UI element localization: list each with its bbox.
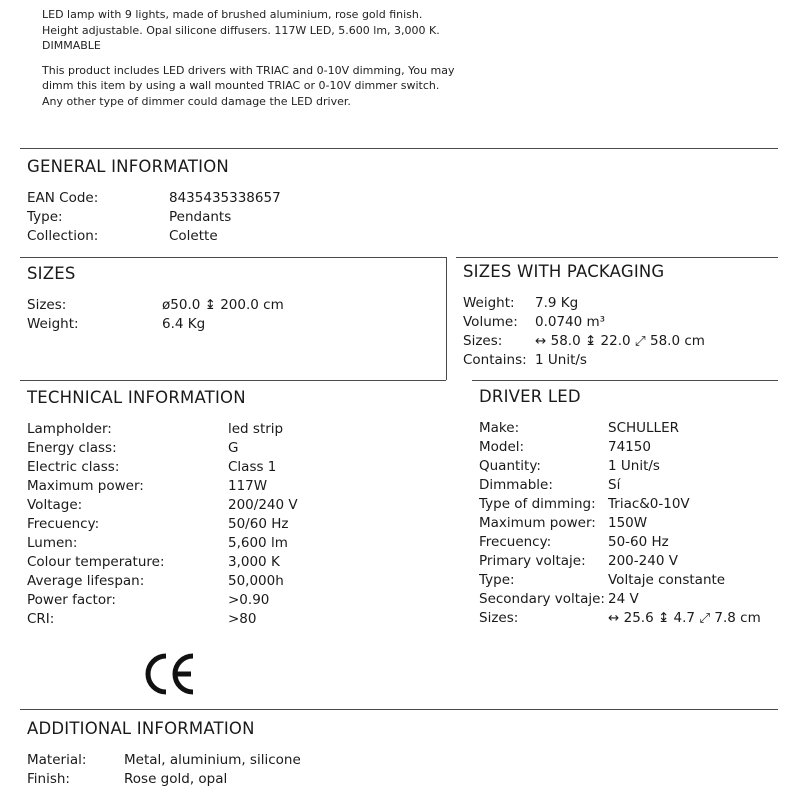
packaging-list (463, 294, 705, 370)
sizes-value: ø50.0 ↨ 200.0 cm (162, 297, 284, 313)
packaging-weight-value: 7.9 Kg (535, 295, 579, 311)
tech-label: Colour temperature: (27, 554, 165, 570)
sizes-label: Sizes: (27, 297, 67, 313)
tech-label: CRI: (27, 611, 55, 627)
collection-value: Colette (169, 228, 218, 244)
driver-value: 74150 (608, 439, 651, 455)
driver-row (479, 533, 761, 552)
driver-value: 50-60 Hz (608, 534, 669, 550)
ean-code-value: 8435435338657 (169, 190, 281, 206)
description-paragraph-1: LED lamp with 9 lights, made of brushed aluminium, rose gold finish. Height adjustable. Opal silicone diffusers. 117W LED, 5.600 lm, 3,000 K. DIMMABLE (42, 8, 440, 52)
packaging-volume-label: Volume: (463, 314, 518, 330)
tech-value: 3,000 K (228, 554, 280, 570)
tech-row (27, 591, 298, 610)
weight-value: 6.4 Kg (162, 316, 206, 332)
general-row-type (27, 208, 281, 227)
driver-value: ↔ 25.6 ↨ 4.7 ⤢ 7.8 cm (608, 610, 761, 626)
material-value: Metal, aluminium, silicone (124, 752, 301, 768)
driver-row (479, 438, 761, 457)
driver-row (479, 609, 761, 628)
spacer (472, 380, 473, 420)
divider (20, 257, 446, 258)
packaging-row-volume (463, 313, 705, 332)
driver-row (479, 476, 761, 495)
collection-label: Collection: (27, 228, 99, 244)
tech-value: Class 1 (228, 459, 277, 475)
general-row-ean (27, 189, 281, 208)
sizes-list (27, 296, 284, 334)
driver-label: Maximum power: (479, 515, 596, 531)
tech-value: 117W (228, 478, 268, 494)
driver-label: Secondary voltaje: (479, 591, 605, 607)
packaging-volume-value: 0.0740 m³ (535, 314, 606, 330)
driver-led-list (479, 419, 761, 628)
driver-row (479, 457, 761, 476)
finish-label: Finish: (27, 771, 70, 787)
ean-code-label: EAN Code: (27, 190, 99, 206)
ce-mark-icon (142, 652, 198, 696)
tech-value: led strip (228, 421, 284, 437)
sizes-heading: SIZES (27, 264, 76, 283)
finish-value: Rose gold, opal (124, 771, 228, 787)
driver-label: Model: (479, 439, 525, 455)
driver-value: SCHULLER (608, 420, 679, 436)
tech-label: Power factor: (27, 592, 116, 608)
sizes-row-weight (27, 315, 284, 334)
type-label: Type: (27, 209, 63, 225)
tech-label: Voltage: (27, 497, 83, 513)
driver-value: Triac&0-10V (608, 496, 690, 512)
tech-row (27, 534, 298, 553)
driver-value: Sí (608, 477, 621, 493)
type-value: Pendants (169, 209, 232, 225)
description-paragraph-2: This product includes LED drivers with TRIAC and 0-10V dimming, You may dimm this item by using a wall mounted TRIAC or 0-10V dimmer switch. Any other type of dimmer could damage the LED driver. (42, 63, 455, 108)
tech-label: Frecuency: (27, 516, 100, 532)
driver-value: 150W (608, 515, 648, 531)
driver-row (479, 514, 761, 533)
packaging-contains-value: 1 Unit/s (535, 352, 587, 368)
divider (472, 380, 778, 381)
driver-value: Voltaje constante (608, 572, 726, 588)
tech-row (27, 572, 298, 591)
tech-row (27, 439, 298, 458)
packaging-contains-label: Contains: (463, 352, 527, 368)
tech-value: 5,600 lm (228, 535, 288, 551)
sizes-with-packaging-heading: SIZES WITH PACKAGING (463, 262, 665, 281)
driver-row (479, 552, 761, 571)
packaging-row-contains (463, 351, 705, 370)
driver-label: Frecuency: (479, 534, 552, 550)
technical-information-heading: TECHNICAL INFORMATION (27, 388, 246, 407)
additional-row-material (27, 751, 301, 770)
additional-information-list (27, 751, 301, 789)
tech-row (27, 496, 298, 515)
tech-value: G (228, 440, 239, 456)
tech-label: Electric class: (27, 459, 120, 475)
tech-value: >0.90 (228, 592, 270, 608)
driver-label: Make: (479, 420, 520, 436)
tech-row (27, 477, 298, 496)
additional-row-finish (27, 770, 301, 789)
driver-led-heading: DRIVER LED (479, 387, 581, 406)
driver-label: Type of dimming: (479, 496, 596, 512)
tech-row (27, 553, 298, 572)
tech-value: 50,000h (228, 573, 284, 589)
packaging-row-sizes (463, 332, 705, 351)
tech-row (27, 458, 298, 477)
technical-information-list (27, 420, 298, 629)
driver-row (479, 590, 761, 609)
tech-value: 50/60 Hz (228, 516, 289, 532)
weight-label: Weight: (27, 316, 79, 332)
product-description (42, 7, 462, 109)
tech-value: 200/240 V (228, 497, 298, 513)
tech-row (27, 420, 298, 439)
packaging-weight-label: Weight: (463, 295, 515, 311)
driver-label: Sizes: (479, 610, 519, 626)
divider (456, 257, 778, 258)
tech-label: Maximum power: (27, 478, 144, 494)
additional-information-heading: ADDITIONAL INFORMATION (27, 719, 255, 738)
tech-label: Energy class: (27, 440, 117, 456)
tech-row (27, 515, 298, 534)
divider (20, 709, 778, 710)
general-information-list (27, 189, 281, 246)
driver-label: Primary voltaje: (479, 553, 586, 569)
packaging-sizes-value: ↔ 58.0 ↨ 22.0 ⤢ 58.0 cm (535, 333, 705, 349)
packaging-row-weight (463, 294, 705, 313)
driver-value: 200-240 V (608, 553, 678, 569)
tech-label: Lampholder: (27, 421, 112, 437)
material-label: Material: (27, 752, 87, 768)
divider (20, 148, 778, 149)
driver-row (479, 495, 761, 514)
sizes-row-sizes (27, 296, 284, 315)
divider (20, 380, 446, 381)
tech-label: Average lifespan: (27, 573, 145, 589)
driver-label: Quantity: (479, 458, 541, 474)
general-information-heading: GENERAL INFORMATION (27, 157, 229, 176)
driver-label: Type: (479, 572, 515, 588)
driver-row (479, 419, 761, 438)
tech-value: >80 (228, 611, 257, 627)
driver-value: 1 Unit/s (608, 458, 660, 474)
packaging-sizes-label: Sizes: (463, 333, 503, 349)
driver-value: 24 V (608, 591, 639, 607)
tech-row (27, 610, 298, 629)
tech-label: Lumen: (27, 535, 78, 551)
driver-label: Dimmable: (479, 477, 553, 493)
driver-row (479, 571, 761, 590)
general-row-collection (27, 227, 281, 246)
vertical-divider (446, 257, 447, 380)
